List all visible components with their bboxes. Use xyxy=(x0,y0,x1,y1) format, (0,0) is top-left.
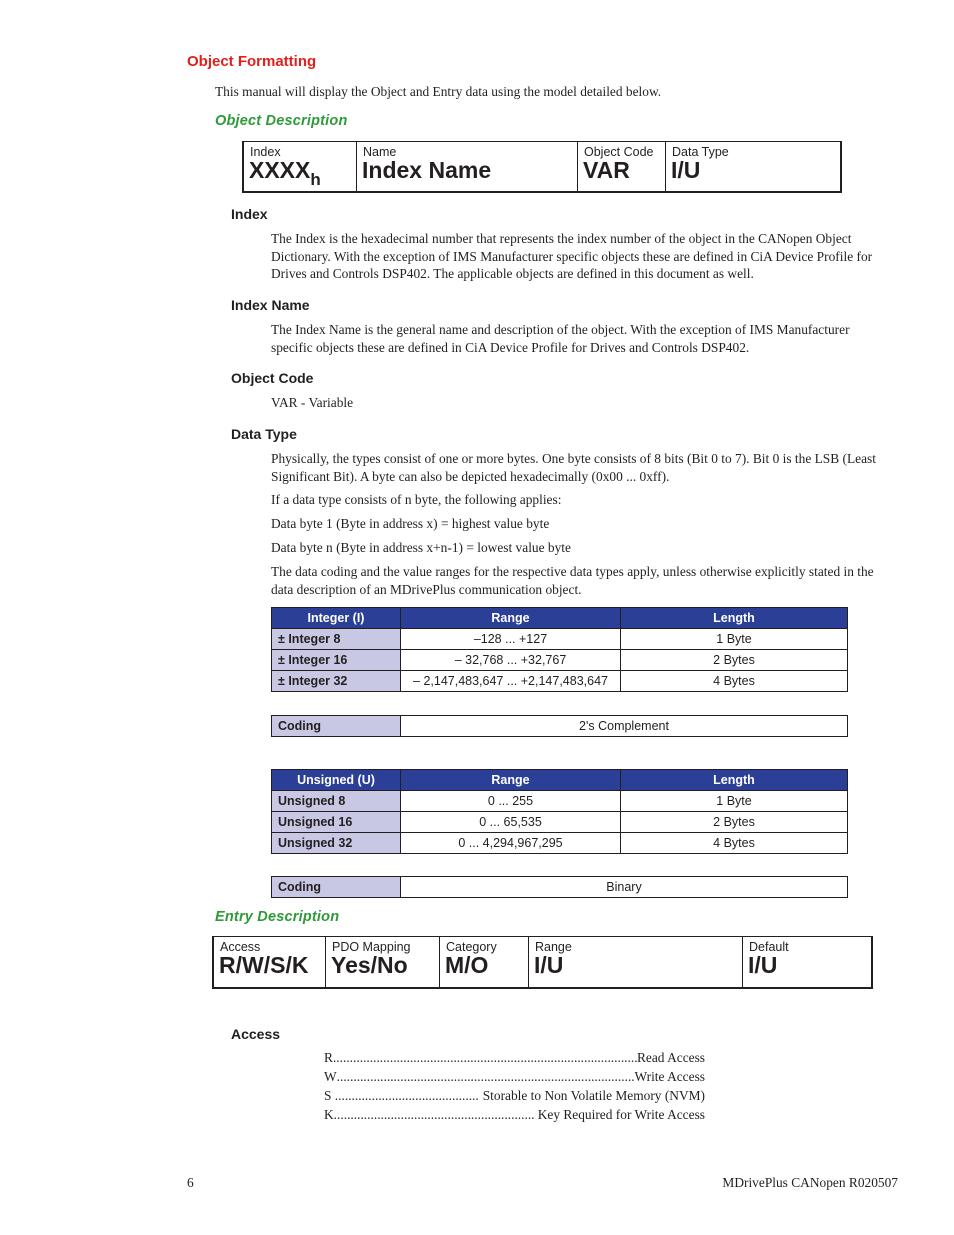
row-label: ± Integer 32 xyxy=(272,671,401,692)
entry-description-box xyxy=(212,936,873,989)
object-code-text: VAR - Variable xyxy=(271,395,354,410)
data-type-paragraph-3: Data byte 1 (Byte in address x) = highest value byte xyxy=(271,516,550,531)
range-cell: – 32,768 ... +32,767 xyxy=(401,650,621,671)
length-cell: 2 Bytes xyxy=(621,812,848,833)
data-type-paragraph-2: If a data type consists of n byte, the following applies: xyxy=(271,492,562,507)
entry-range-label: Range xyxy=(535,940,572,954)
column-header: Range xyxy=(401,770,621,791)
range-cell: 0 ... 255 xyxy=(401,791,621,812)
access-desc: Write Access xyxy=(634,1069,705,1084)
integer-table-header xyxy=(272,608,848,629)
index-name-text: The Index Name is the general name and description of the object. With the exception of IMS Manufacturer specific objects these are defined in CiA Device Profile for Drives and Controls DSP402. xyxy=(271,322,850,355)
length-cell: 2 Bytes xyxy=(621,650,848,671)
object-datatype-label: Data Type xyxy=(672,145,729,159)
entry-access-value: R/W/S/K xyxy=(219,952,309,978)
length-cell: 1 Byte xyxy=(621,791,848,812)
data-type-paragraph-4: Data byte n (Byte in address x+n-1) = lowest value byte xyxy=(271,540,571,555)
access-key: K xyxy=(324,1107,334,1122)
integer-table xyxy=(271,607,848,692)
object-datatype-cell xyxy=(666,142,840,191)
integer-coding-table xyxy=(271,715,848,737)
object-description-box xyxy=(242,141,842,193)
object-name-cell xyxy=(357,142,578,191)
column-header: Unsigned (U) xyxy=(272,770,401,791)
row-label: ± Integer 8 xyxy=(272,629,401,650)
entry-pdo-mapping-cell xyxy=(326,937,440,987)
row-label: Unsigned 16 xyxy=(272,812,401,833)
access-desc: Storable to Non Volatile Memory (NVM) xyxy=(479,1088,705,1103)
hex-subscript: h xyxy=(310,170,321,189)
access-item-read xyxy=(324,1050,705,1066)
row-label: Unsigned 32 xyxy=(272,833,401,854)
access-item-key-required xyxy=(324,1107,705,1123)
object-datatype-value: I/U xyxy=(671,157,701,183)
section-title: Object Formatting xyxy=(187,53,317,70)
entry-category-cell xyxy=(440,937,529,987)
entry-default-value: I/U xyxy=(748,952,778,978)
access-key: R xyxy=(324,1050,333,1065)
entry-description-heading: Entry Description xyxy=(215,909,340,925)
table-row xyxy=(272,833,848,854)
data-type-paragraph-1: Physically, the types consist of one or more bytes. One byte consists of 8 bits (Bit 0 to 7). Bit 0 is the LSB (Least Significant Bit). A byte can also be depicted hexadecimally (0x00 ... 0xff). xyxy=(271,451,876,484)
range-cell: – 2,147,483,647 ... +2,147,483,647 xyxy=(401,671,621,692)
entry-default-label: Default xyxy=(749,940,789,954)
index-name-heading: Index Name xyxy=(231,297,310,313)
range-cell: 0 ... 65,535 xyxy=(401,812,621,833)
coding-label: Coding xyxy=(272,716,401,737)
object-code-label: Object Code xyxy=(584,145,654,159)
unsigned-table xyxy=(271,769,848,854)
entry-category-label: Category xyxy=(446,940,497,954)
data-type-heading: Data Type xyxy=(231,426,297,442)
table-row xyxy=(272,791,848,812)
unsigned-coding-table xyxy=(271,876,848,898)
coding-value: Binary xyxy=(401,877,848,898)
object-index-cell xyxy=(244,142,357,191)
access-desc: Read Access xyxy=(636,1050,705,1065)
coding-value: 2's Complement xyxy=(401,716,848,737)
entry-access-cell xyxy=(214,937,326,987)
range-cell: –128 ... +127 xyxy=(401,629,621,650)
table-row xyxy=(272,877,848,898)
access-heading: Access xyxy=(231,1026,281,1042)
object-code-value: VAR xyxy=(583,157,630,183)
column-header: Length xyxy=(621,608,848,629)
table-row xyxy=(272,812,848,833)
object-code-heading: Object Code xyxy=(231,370,314,386)
object-index-value: $XXXX_h$ xyxy=(249,157,321,189)
column-header: Integer (I) xyxy=(272,608,401,629)
row-label: ± Integer 16 xyxy=(272,650,401,671)
entry-category-value: M/O xyxy=(445,952,489,978)
access-key: S xyxy=(324,1088,335,1103)
coding-label: Coding xyxy=(272,877,401,898)
table-row xyxy=(272,629,848,650)
entry-pdo-mapping-value: Yes/No xyxy=(331,952,408,978)
table-row xyxy=(272,716,848,737)
data-type-paragraph-5: The data coding and the value ranges for the respective data types apply, unless otherwise explicitly stated in the data description of an MDrivePlus communication object. xyxy=(271,564,874,597)
entry-default-cell xyxy=(743,937,871,987)
index-text: The Index is the hexadecimal number that represents the index number of the object in the CANopen Object Dictionary. With the exception of IMS Manufacturer specific objects these are defined in CiA Device Profile for Drives and Controls DSP402. The applicable objects are defined in this document as well. xyxy=(271,231,873,281)
length-cell: 4 Bytes xyxy=(621,833,848,854)
length-cell: 4 Bytes xyxy=(621,671,848,692)
table-row xyxy=(272,650,848,671)
object-description-heading: Object Description xyxy=(215,113,348,129)
range-cell: 0 ... 4,294,967,295 xyxy=(401,833,621,854)
object-code-cell xyxy=(578,142,666,191)
column-header: Length xyxy=(621,770,848,791)
access-key: W xyxy=(324,1069,337,1084)
object-name-value: Index Name xyxy=(362,157,492,183)
entry-range-cell xyxy=(529,937,743,987)
access-item-write xyxy=(324,1069,705,1085)
column-header: Range xyxy=(401,608,621,629)
length-cell: 1 Byte xyxy=(621,629,848,650)
entry-range-value: I/U xyxy=(534,952,564,978)
document-title: MDrivePlus CANopen R020507 xyxy=(722,1175,898,1190)
index-heading: Index xyxy=(231,206,268,222)
object-name-label: Name xyxy=(363,145,397,159)
object-index-label: Index xyxy=(250,145,281,159)
entry-access-label: Access xyxy=(220,940,261,954)
access-desc: Key Required for Write Access xyxy=(534,1107,705,1122)
table-row xyxy=(272,671,848,692)
unsigned-table-header xyxy=(272,770,848,791)
page-number: 6 xyxy=(187,1175,194,1190)
entry-pdo-mapping-label: PDO Mapping xyxy=(332,940,411,954)
row-label: Unsigned 8 xyxy=(272,791,401,812)
access-item-storable xyxy=(324,1088,705,1104)
intro-text: This manual will display the Object and Entry data using the model detailed below. xyxy=(215,84,662,99)
